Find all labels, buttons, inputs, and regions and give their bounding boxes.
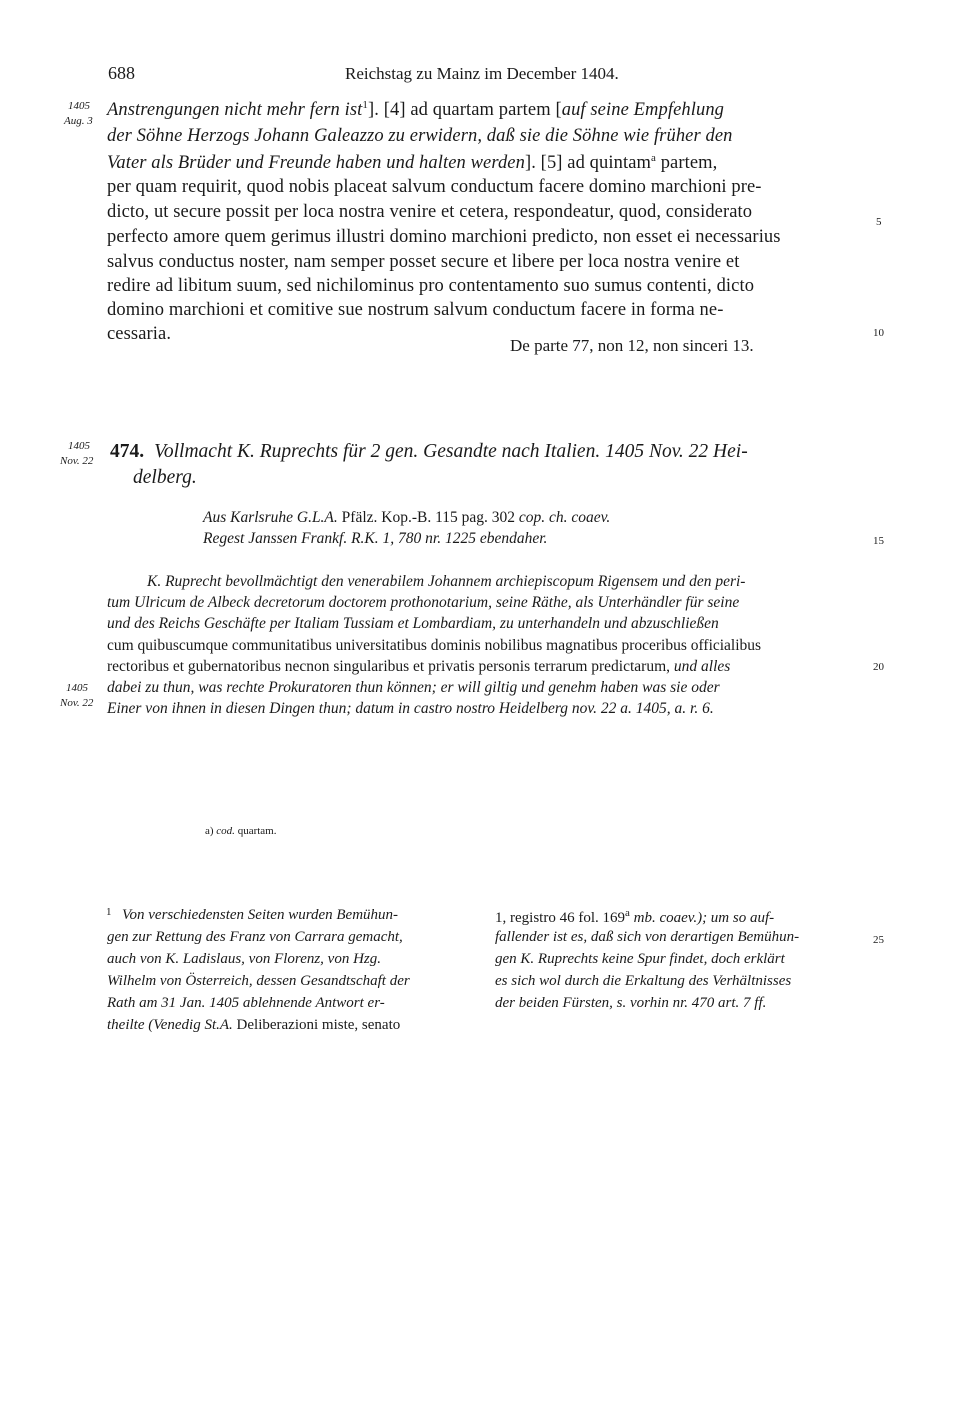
regest-line: und des Reichs Geschäfte per Italiam Tussiam et Lombardiam, zu unterhandeln und abzuschließen [107,615,719,632]
footnote-line: es sich wol durch die Erkaltung des Verhältnisses [495,973,792,989]
text-line: redire ad libitum suum, sed nichilominus pro contentamento suo sumus contenti, dicto [107,276,755,296]
document-heading: 474. Vollmacht K. Ruprechts für 2 gen. Gesandte nach Italien. 1405 Nov. 22 Hei- [110,441,748,462]
footnote-mark: 1 [106,906,112,918]
margin-date-day: Aug. 3 [64,115,93,127]
footnote-line: fallender ist es, daß sich von derartigen Bemühun- [495,929,800,945]
vote-result: De parte 77, non 12, non sinceri 13. [510,336,754,355]
footnote-line: theilte (Venedig St.A. Deliberazioni miste, senato [107,1017,401,1033]
margin-date-year: 1405 [66,682,88,694]
text-line: salvus conductus noster, nam semper posset secure et libere per loca nostra venire et [107,252,740,272]
line-number: 5 [876,216,882,228]
footnote-line: gen zur Rettung des Franz von Carrara gemacht, [107,929,403,945]
footnote-line: Von verschiedensten Seiten wurden Bemühun- [122,907,399,923]
running-head: Reichstag zu Mainz im December 1404. [345,64,619,83]
source-line: Aus Karlsruhe G.L.A. Pfälz. Kop.-B. 115 pag. 302 cop. ch. coaev. [203,509,611,526]
footnote-line: gen K. Ruprechts keine Spur findet, doch erklärt [495,951,785,967]
footnote-line: Wilhelm von Österreich, dessen Gesandtschaft der [107,973,410,989]
document-heading-cont: delberg. [133,467,197,488]
footnote-line: auch von K. Ladislaus, von Florenz, von Hzg. [107,951,382,967]
regest-line: Einer von ihnen in diesen Dingen thun; datum in castro nostro Heidelberg nov. 22 a. 1405, a. r. 6. [107,700,714,717]
footnote-line: der beiden Fürsten, s. vorhin nr. 470 art. 7 ff. [495,995,767,1011]
text-line: perfecto amore quem gerimus illustri domino marchioni predicto, non esset ei necessarius [107,227,781,247]
text-line: cessaria. [107,324,172,344]
text-line: domino marchioni et comitive sue nostrum salvum conductum facere in forma ne- [107,300,724,320]
source-line: Regest Janssen Frankf. R.K. 1, 780 nr. 1225 ebendaher. [203,530,548,547]
regest-line: cum quibuscumque communitatibus universitatibus dominis nobilibus magnatibus proceribus officialibus [107,637,762,654]
margin-date-day: Nov. 22 [60,697,94,709]
line-number: 10 [873,327,884,339]
margin-date-day: Nov. 22 [60,455,94,467]
line-number: 15 [873,535,884,547]
text-line: Vater als Brüder und Freunde haben und halten werden]. [5] ad quintam$^a$ partem, [107,152,718,174]
text-line: dicto, ut secure possit per loca nostra venire et cetera, respondeatur, quod, considerato [107,202,753,222]
text-line: der Söhne Herzogs Johann Galeazzo zu erwidern, daß sie die Söhne wie früher den [107,126,733,146]
line-number: 25 [873,934,884,946]
text-line: Anstrengungen nicht mehr fern ist$^1$]. [4] ad quartam partem [auf seine Empfehlung [107,99,725,121]
regest-line: dabei zu thun, was rechte Prokuratoren thun können; er will giltig und genehm haben was sie oder [107,679,720,696]
margin-date-year: 1405 [68,100,90,112]
regest-line: K. Ruprecht bevollmächtigt den venerabilem Johannem archiepiscopum Rigensem und den peri- [147,573,746,590]
footnote-line: 1, registro 46 fol. 169$^a$ mb. coaev.); um so auf- [495,907,775,926]
regest-line: tum Ulricum de Albeck decretorum doctorem prothonotarium, seine Räthe, als Unterhändler für seine [107,594,740,611]
footnote-line: Rath am 31 Jan. 1405 ablehnende Antwort er- [107,995,385,1011]
footnote-a: a) cod. quartam. [205,825,277,837]
text-line: per quam requirit, quod nobis placeat salvum conductum facere domino marchioni pre- [107,177,762,197]
margin-date-year: 1405 [68,440,90,452]
document-number: 474. [110,441,145,462]
regest-line: rectoribus et gubernatoribus necnon singularibus et privatis personis terrarum predictarum, und alles [107,658,731,675]
line-number: 20 [873,661,884,673]
page-number: 688 [108,63,135,83]
